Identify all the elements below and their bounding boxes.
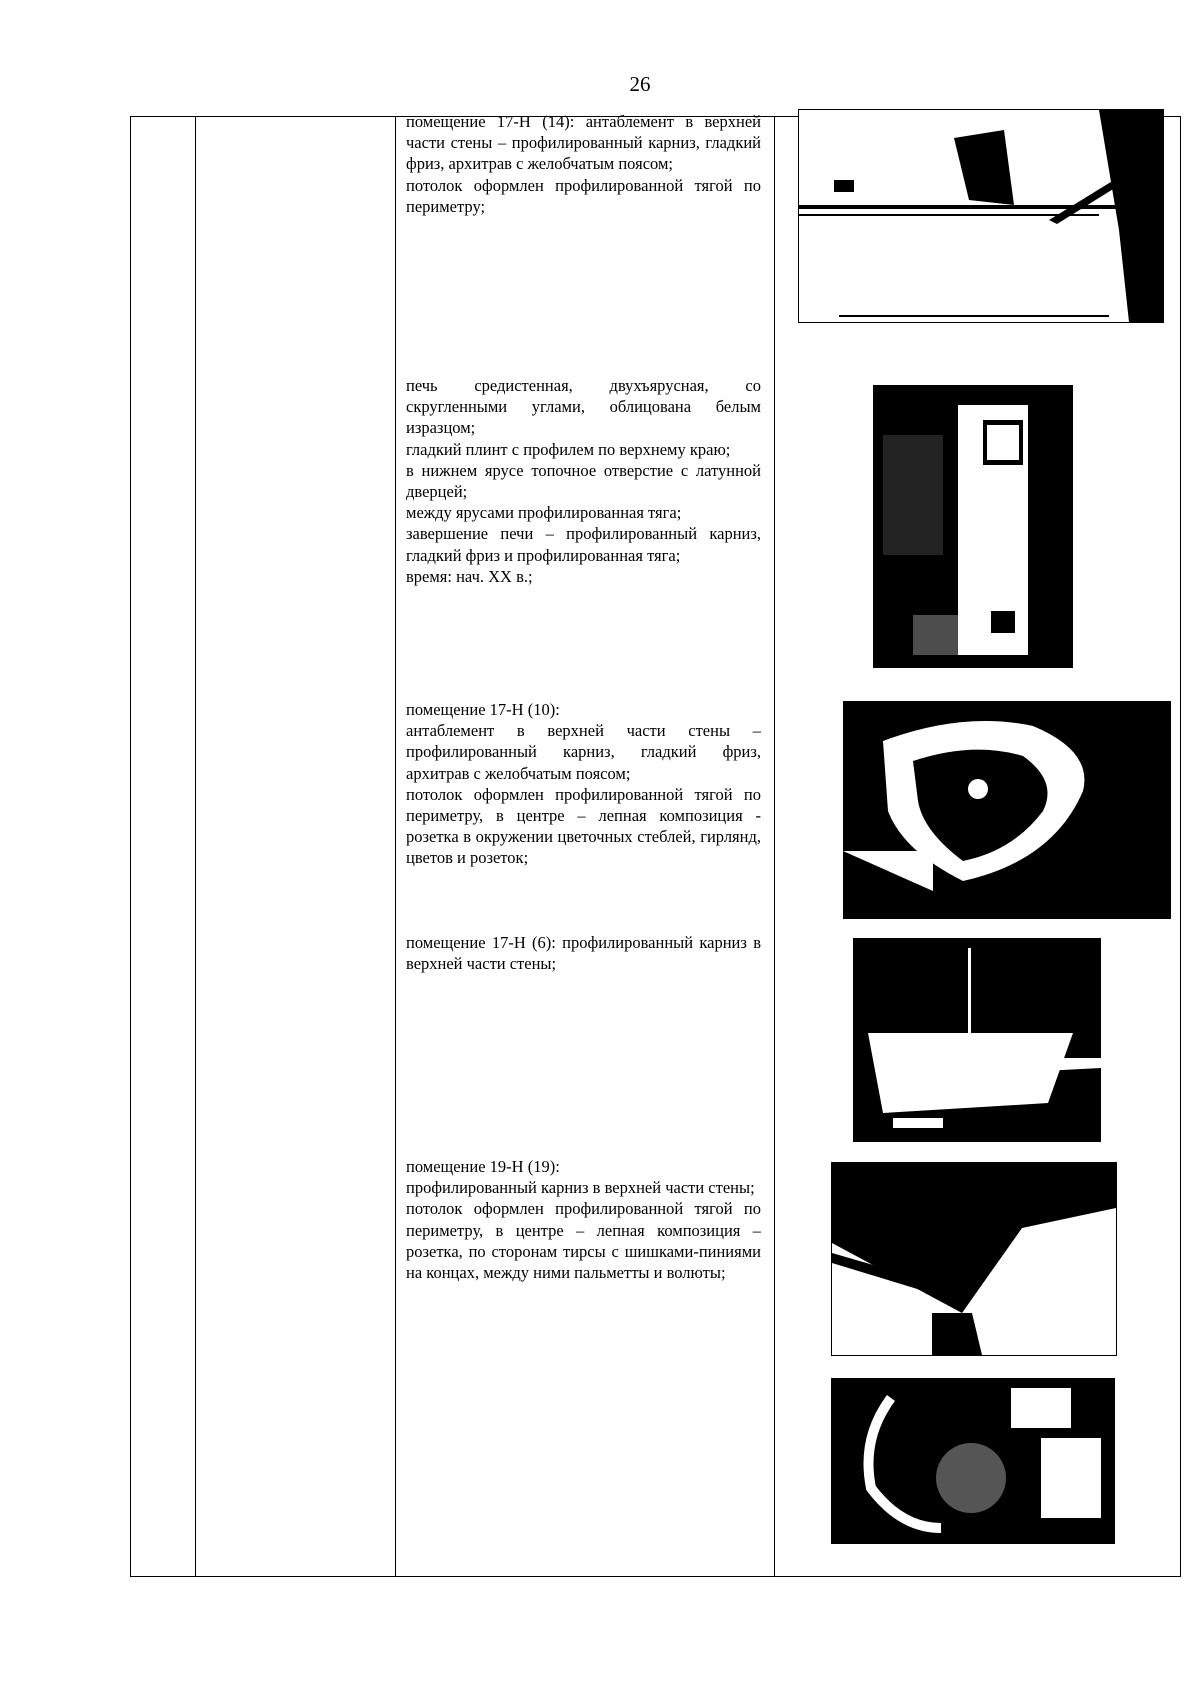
ceiling-rosette-detail-photo xyxy=(831,1378,1115,1544)
stove-photo xyxy=(873,385,1073,668)
description-line: гладкий плинт с профилем по верхнему краю; xyxy=(406,439,731,459)
column-divider xyxy=(774,117,775,1576)
ceiling-rosette-photo xyxy=(843,701,1171,919)
description-line: помещение 17-Н (14): антаблемент в верхней части стены – профилированный карниз, гладкий фриз, архитрав с желобчатым поясом; xyxy=(406,112,761,174)
description-line: печь средистенная, двухъярусная, со скругленными углами, облицована белым изразцом; xyxy=(406,376,761,438)
description-line: профилированный карниз в верхней части стены; xyxy=(406,1178,755,1198)
entry-description xyxy=(406,111,761,217)
entry-description xyxy=(406,932,761,974)
description-line: помещение 17-Н (6): профилированный карниз в верхней части стены; xyxy=(406,933,761,974)
description-line: завершение печи – профилированный карниз, гладкий фриз и профилированная тяга; xyxy=(406,524,761,565)
description-line: между ярусами профилированная тяга; xyxy=(406,503,682,523)
description-line: потолок оформлен профилированной тягой по периметру, в центре – лепная композиция - розетка в окружении цветочных стеблей, гирлянд, цветов и розеток; xyxy=(406,784,761,868)
description-line: потолок оформлен профилированной тягой по периметру, в центре – лепная композиция – розетка, по сторонам тирсы с шишками-пиниями на концах, между ними пальметты и волюты; xyxy=(406,1199,761,1283)
heritage-table xyxy=(130,112,1181,1577)
description-line: помещение 19-Н (19): xyxy=(406,1157,560,1176)
description-line: помещение 17-Н (10): xyxy=(406,700,560,719)
cornice-photo xyxy=(798,109,1164,323)
column-divider xyxy=(195,117,196,1576)
ceiling-corner-photo xyxy=(831,1162,1117,1356)
description-line: антаблемент в верхней части стены – профилированный карниз, гладкий фриз, архитрав с желобчатым поясом; xyxy=(406,721,761,783)
column-divider xyxy=(395,117,396,1576)
entry-description xyxy=(406,375,761,587)
entry-description xyxy=(406,699,761,869)
room-corner-photo xyxy=(853,938,1101,1142)
description-line: в нижнем ярусе топочное отверстие с латунной дверцей; xyxy=(406,460,761,502)
page-number: 26 xyxy=(629,72,651,96)
description-line: время: нач. XX в.; xyxy=(406,566,533,586)
entry-description xyxy=(406,1156,761,1283)
description-line: потолок оформлен профилированной тягой по периметру; xyxy=(406,175,761,216)
